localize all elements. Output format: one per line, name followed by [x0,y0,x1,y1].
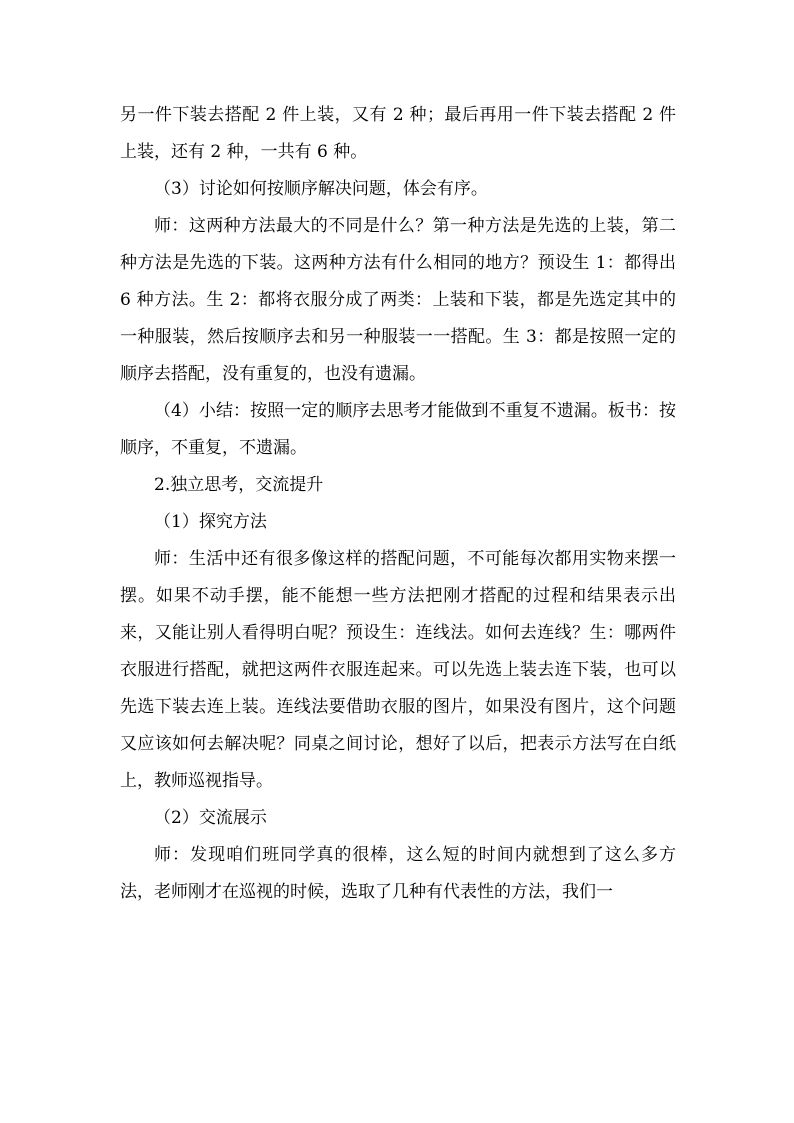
paragraph-step-3-heading: （3）讨论如何按顺序解决问题，体会有序。 [154,179,488,199]
paragraph-continuation: 另一件下装去搭配 2 件上装，又有 2 种；最后再用一件下装去搭配 2 件上装，还有 2 种，一共有 6 种。 [120,105,676,162]
paragraph-summary: （4）小结：按照一定的顺序去思考才能做到不重复不遗漏。板书：按顺序，不重复，不遗漏。 [120,401,676,458]
paragraph-show-teacher: 师：发现咱们班同学真的很棒，这么短的时间内就想到了这么多方法，老师刚才在巡视的时候，选取了几种有代表性的方法，我们一 [120,845,676,902]
paragraph-explore-method: 师：生活中还有很多像这样的搭配问题，不可能每次都用实物来摆一摆。如果不动手摆，能不能想一些方法把刚才搭配的过程和结果表示出来，又能让别人看得明白呢？预设生：连线法。如何去连线？生：哪两件衣服进行搭配，就把这两件衣服连起来。可以先选上装去连下装，也可以先选下装去连上装。连线法要借助衣服的图片，如果没有图片，这个问题又应该如何去解决呢？同桌之间讨论，想好了以后，把表示方法写在白纸上，教师巡视指导。 [120,549,676,791]
paragraph-show-heading: （2）交流展示 [154,808,267,828]
paragraph-teacher-question: 师：这两种方法最大的不同是什么？第一种方法是先选的上装，第二种方法是先选的下装。这两种方法有什么相同的地方？预设生 1：都得出 6 种方法。生 2：都将衣服分成了两类：上装和下装，都是先选定其中的一种服装，然后按顺序去和另一种服装一一搭配。生 3：都是按照一定的顺序去搭配，没有重复的，也没有遗漏。 [120,216,676,384]
document-body [120,97,676,911]
section-heading-2: 2.独立思考，交流提升 [154,475,324,495]
paragraph-explore-heading: （1）探究方法 [154,512,267,532]
